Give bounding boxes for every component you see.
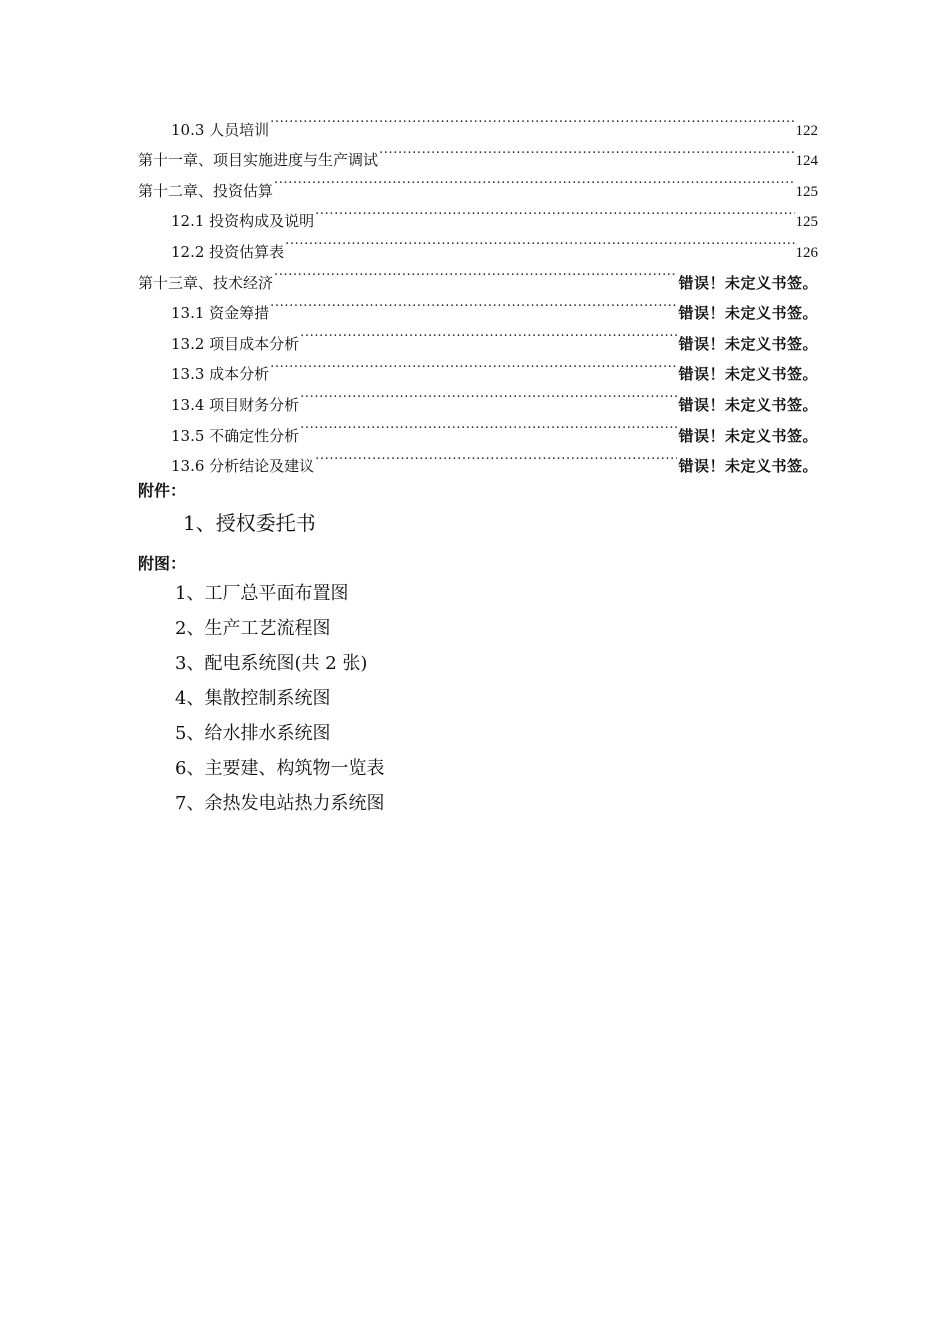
- toc-dot-leader: [315, 441, 677, 472]
- toc-page-number: 124: [795, 153, 818, 170]
- figures-heading: 附图：: [138, 554, 187, 573]
- figure-list: [175, 578, 384, 823]
- toc-dot-leader: [285, 226, 794, 257]
- toc-entry-title: 13.1 资金筹措: [171, 304, 270, 323]
- toc-entry-title: 第十二章、投资估算: [138, 181, 274, 200]
- toc-entry[interactable]: [138, 104, 818, 139]
- toc-dot-leader: [274, 257, 677, 288]
- figure-item: 2、生产工艺流程图: [175, 618, 331, 639]
- toc-dot-leader: [270, 104, 794, 135]
- figure-item: 6、主要建、构筑物一览表: [175, 758, 385, 779]
- attachment-list: [183, 508, 316, 538]
- toc-dot-leader: [315, 196, 794, 227]
- toc-bookmark-error: 错误！未定义书签。: [678, 457, 818, 476]
- toc-dot-leader: [270, 288, 677, 319]
- toc-entry-title: 13.5 不确定性分析: [171, 426, 300, 445]
- figure-item: 7、余热发电站热力系统图: [175, 793, 385, 814]
- figure-item: 4、集散控制系统图: [175, 688, 331, 709]
- toc-entry-title: 13.3 成本分析: [171, 365, 270, 384]
- toc-page-number: 125: [795, 183, 818, 200]
- toc-dot-leader: [379, 135, 794, 166]
- toc-dot-leader: [270, 349, 677, 380]
- toc-bookmark-error: 错误！未定义书签。: [678, 273, 818, 292]
- toc-dot-leader: [274, 165, 794, 196]
- toc-entry-title: 10.3 人员培训: [171, 120, 270, 139]
- attachments-heading: 附件：: [138, 481, 187, 500]
- table-of-contents: [138, 104, 818, 476]
- toc-entry-title: 12.1 投资构成及说明: [171, 212, 315, 231]
- figure-item: 1、工厂总平面布置图: [175, 583, 349, 604]
- attachment-item: 1、授权委托书: [183, 511, 316, 535]
- toc-entry-title: 13.4 项目财务分析: [171, 395, 300, 414]
- toc-bookmark-error: 错误！未定义书签。: [678, 365, 818, 384]
- toc-bookmark-error: 错误！未定义书签。: [678, 334, 818, 353]
- toc-entry-title: 第十一章、项目实施进度与生产调试: [138, 151, 379, 170]
- toc-dot-leader: [300, 410, 677, 441]
- toc-dot-leader: [300, 379, 677, 410]
- toc-page-number: 122: [795, 122, 818, 139]
- toc-entry-title: 12.2 投资估算表: [171, 242, 285, 261]
- toc-bookmark-error: 错误！未定义书签。: [678, 395, 818, 414]
- toc-dot-leader: [300, 318, 677, 349]
- toc-entry-title: 第十三章、技术经济: [138, 273, 274, 292]
- toc-page-number: 126: [795, 244, 818, 261]
- toc-entry-title: 13.2 项目成本分析: [171, 334, 300, 353]
- toc-page-number: 125: [795, 214, 818, 231]
- toc-bookmark-error: 错误！未定义书签。: [678, 426, 818, 445]
- figure-item: 5、给水排水系统图: [175, 723, 331, 744]
- toc-entry-title: 13.6 分析结论及建议: [171, 457, 315, 476]
- toc-bookmark-error: 错误！未定义书签。: [678, 304, 818, 323]
- figure-item: 3、配电系统图(共 2 张): [175, 653, 368, 674]
